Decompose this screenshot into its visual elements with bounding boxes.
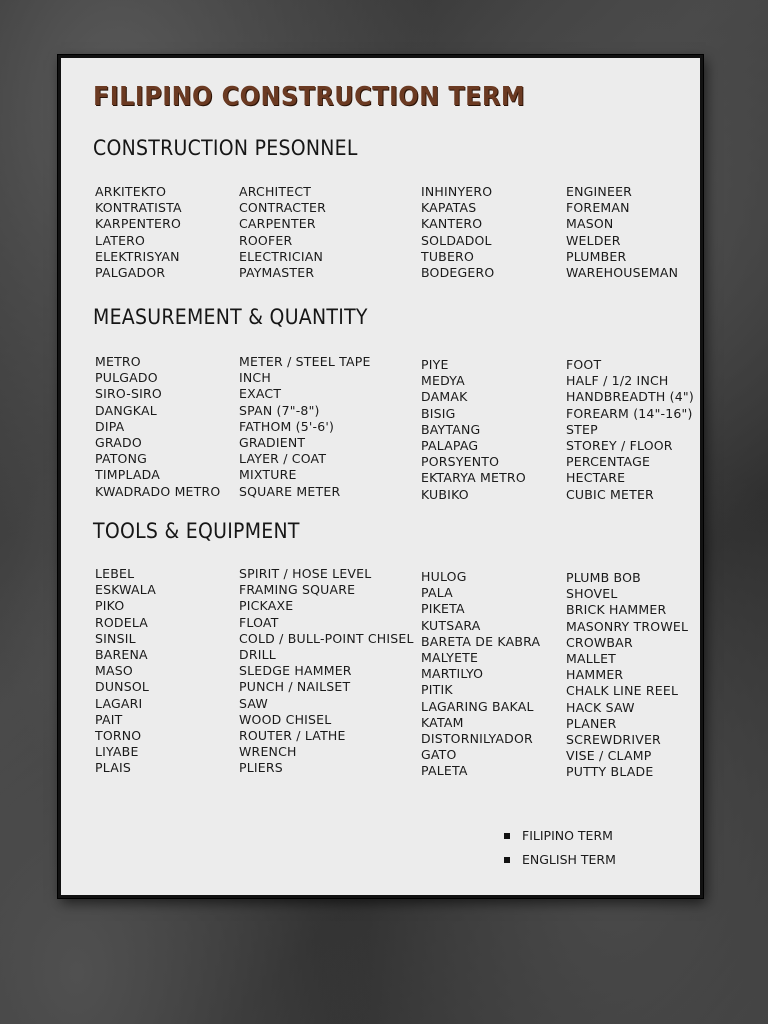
term-text: SPIRIT / HOSE LEVEL — [239, 566, 372, 581]
measurement-filipino-column-1 — [95, 354, 220, 500]
tools-english-column-1 — [239, 566, 414, 776]
term-text: TORNO — [95, 727, 142, 743]
measurement-filipino-column-2 — [421, 357, 526, 503]
personnel-english-column-2 — [566, 184, 678, 281]
term-text: METRO — [95, 354, 141, 369]
term-text: PALA — [421, 585, 453, 601]
term-text: COLD / BULL-POINT CHISEL — [239, 630, 414, 646]
term-text: ELEKTRISYAN — [95, 248, 180, 264]
term-text: DISTORNILYADOR — [421, 730, 533, 746]
term-text: DAMAK — [421, 389, 468, 405]
term-text: SIRO-SIRO — [95, 386, 162, 402]
term-text: KUBIKO — [421, 486, 469, 502]
term-text: CUBIC METER — [566, 486, 654, 502]
term-text: WAREHOUSEMAN — [566, 264, 679, 280]
term-text: DUNSOL — [95, 679, 150, 695]
term-text: BARETA DE KABRA — [421, 633, 541, 649]
term-text: HAMMER — [566, 667, 624, 683]
personnel-english-column-1 — [239, 184, 326, 281]
term-text: EXACT — [239, 386, 282, 402]
term-text: INCH — [239, 370, 271, 386]
tools-filipino-column-1 — [95, 566, 156, 776]
term-text: VISE / CLAMP — [566, 748, 652, 764]
term-text: SAW — [239, 695, 268, 711]
tools-filipino-column-2 — [421, 569, 540, 779]
term-text: METER / STEEL TAPE — [239, 354, 371, 369]
section-title-tools: TOOLS & EQUIPMENT — [93, 519, 300, 543]
measurement-english-column-1 — [239, 354, 371, 500]
term-text: PLAIS — [95, 760, 131, 776]
term-text: PERCENTAGE — [566, 454, 651, 470]
term-text: PLUMB BOB — [566, 570, 641, 585]
term-text: PLIERS — [239, 760, 283, 776]
term-text: LEBEL — [95, 566, 135, 581]
term-text: ROOFER — [239, 232, 293, 248]
personnel-filipino-column-1 — [95, 184, 182, 281]
term-text: WRENCH — [239, 744, 297, 760]
term-text: PAYMASTER — [239, 264, 315, 280]
term-text: GATO — [421, 747, 457, 763]
term-text: LAYER / COAT — [239, 451, 327, 467]
term-text: CONTRACTER — [239, 200, 327, 216]
term-text: PLANER — [566, 715, 617, 731]
term-text: PIKO — [95, 598, 125, 614]
term-text: PAIT — [95, 711, 123, 727]
term-text: FOREARM (14"-16") — [566, 405, 693, 421]
term-text: KWADRADO METRO — [95, 483, 221, 499]
term-text: PUTTY BLADE — [566, 764, 654, 780]
term-text: PIYE — [421, 357, 449, 372]
term-text: ELECTRICIAN — [239, 248, 324, 264]
term-text: LAGARI — [95, 695, 143, 711]
term-text: MASON — [566, 216, 614, 232]
term-text: WELDER — [566, 232, 621, 248]
term-text: HALF / 1/2 INCH — [566, 373, 669, 389]
term-text: KATAM — [421, 714, 464, 730]
document-title: FILIPINO CONSTRUCTION TERM — [93, 82, 526, 112]
term-text: MASONRY TROWEL — [566, 618, 689, 634]
term-text: PALGADOR — [95, 264, 166, 280]
term-text: LAGARING BAKAL — [421, 698, 534, 714]
term-text: BODEGERO — [421, 264, 495, 280]
legend-item-english — [504, 852, 616, 867]
term-text: ESKWALA — [95, 582, 157, 598]
term-text: PIKETA — [421, 601, 465, 617]
document-page — [58, 55, 703, 898]
legend-item-filipino — [504, 828, 613, 843]
term-text: GRADIENT — [239, 434, 306, 450]
term-text: ROUTER / LATHE — [239, 727, 346, 743]
measurement-english-column-2 — [566, 357, 694, 503]
term-text: GRADO — [95, 434, 142, 450]
term-text: ARKITEKTO — [95, 184, 167, 199]
term-text: BAYTANG — [421, 421, 481, 437]
square-bullet-icon — [504, 833, 510, 839]
term-text: PATONG — [95, 451, 148, 467]
term-text: TUBERO — [421, 248, 474, 264]
term-text: PITIK — [421, 682, 453, 698]
term-text: PICKAXE — [239, 598, 294, 614]
term-text: SCREWDRIVER — [566, 731, 661, 747]
term-text: MIXTURE — [239, 467, 297, 483]
term-text: HECTARE — [566, 470, 626, 486]
term-text: EKTARYA METRO — [421, 470, 526, 486]
term-text: FATHOM (5'-6') — [239, 418, 335, 434]
term-text: PULGADO — [95, 370, 158, 386]
term-text: MALYETE — [421, 649, 479, 665]
term-text: MEDYA — [421, 373, 465, 389]
legend-label: FILIPINO TERM — [522, 828, 613, 843]
term-text: CHALK LINE REEL — [566, 683, 679, 699]
term-text: PUNCH / NAILSET — [239, 679, 351, 695]
term-text: MALLET — [566, 650, 616, 666]
term-text: DRILL — [239, 646, 276, 662]
term-text: ARCHITECT — [239, 184, 312, 199]
term-text: HACK SAW — [566, 699, 635, 715]
square-bullet-icon — [504, 857, 510, 863]
term-text: PALETA — [421, 763, 468, 779]
term-text: INHINYERO — [421, 184, 493, 199]
term-text: STOREY / FLOOR — [566, 437, 673, 453]
term-text: KANTERO — [421, 216, 483, 232]
term-text: STEP — [566, 421, 598, 437]
term-text: SPAN (7"-8") — [239, 402, 320, 418]
term-text: CARPENTER — [239, 216, 316, 232]
term-text: RODELA — [95, 614, 149, 630]
term-text: DIPA — [95, 418, 125, 434]
term-text: BISIG — [421, 405, 456, 421]
term-text: FRAMING SQUARE — [239, 582, 356, 598]
term-text: SINSIL — [95, 630, 136, 646]
term-text: DANGKAL — [95, 402, 157, 418]
term-text: KAPATAS — [421, 200, 477, 216]
section-title-personnel: CONSTRUCTION PESONNEL — [93, 136, 358, 160]
section-title-measurement: MEASUREMENT & QUANTITY — [93, 305, 368, 329]
term-text: BRICK HAMMER — [566, 602, 667, 618]
legend-label: ENGLISH TERM — [522, 852, 616, 867]
term-text: SLEDGE HAMMER — [239, 663, 352, 679]
term-text: SQUARE METER — [239, 483, 341, 499]
term-text: TIMPLADA — [95, 467, 161, 483]
term-text: HULOG — [421, 569, 467, 584]
term-text: WOOD CHISEL — [239, 711, 332, 727]
term-text: KARPENTERO — [95, 216, 182, 232]
term-text: FOOT — [566, 357, 602, 372]
term-text: PORSYENTO — [421, 454, 500, 470]
term-text: SHOVEL — [566, 586, 618, 602]
term-text: SOLDADOL — [421, 232, 492, 248]
term-text: PLUMBER — [566, 248, 627, 264]
term-text: KONTRATISTA — [95, 200, 182, 216]
term-text: MASO — [95, 663, 133, 679]
term-text: ENGINEER — [566, 184, 633, 199]
term-text: KUTSARA — [421, 617, 481, 633]
term-text: CROWBAR — [566, 634, 633, 650]
term-text: FLOAT — [239, 614, 279, 630]
tools-english-column-2 — [566, 570, 688, 780]
personnel-filipino-column-2 — [421, 184, 494, 281]
term-text: MARTILYO — [421, 666, 484, 682]
term-text: PALAPAG — [421, 437, 479, 453]
term-text: FOREMAN — [566, 200, 630, 216]
term-text: HANDBREADTH (4") — [566, 389, 694, 405]
term-text: LATERO — [95, 232, 146, 248]
term-text: LIYABE — [95, 744, 139, 760]
term-text: BARENA — [95, 646, 148, 662]
